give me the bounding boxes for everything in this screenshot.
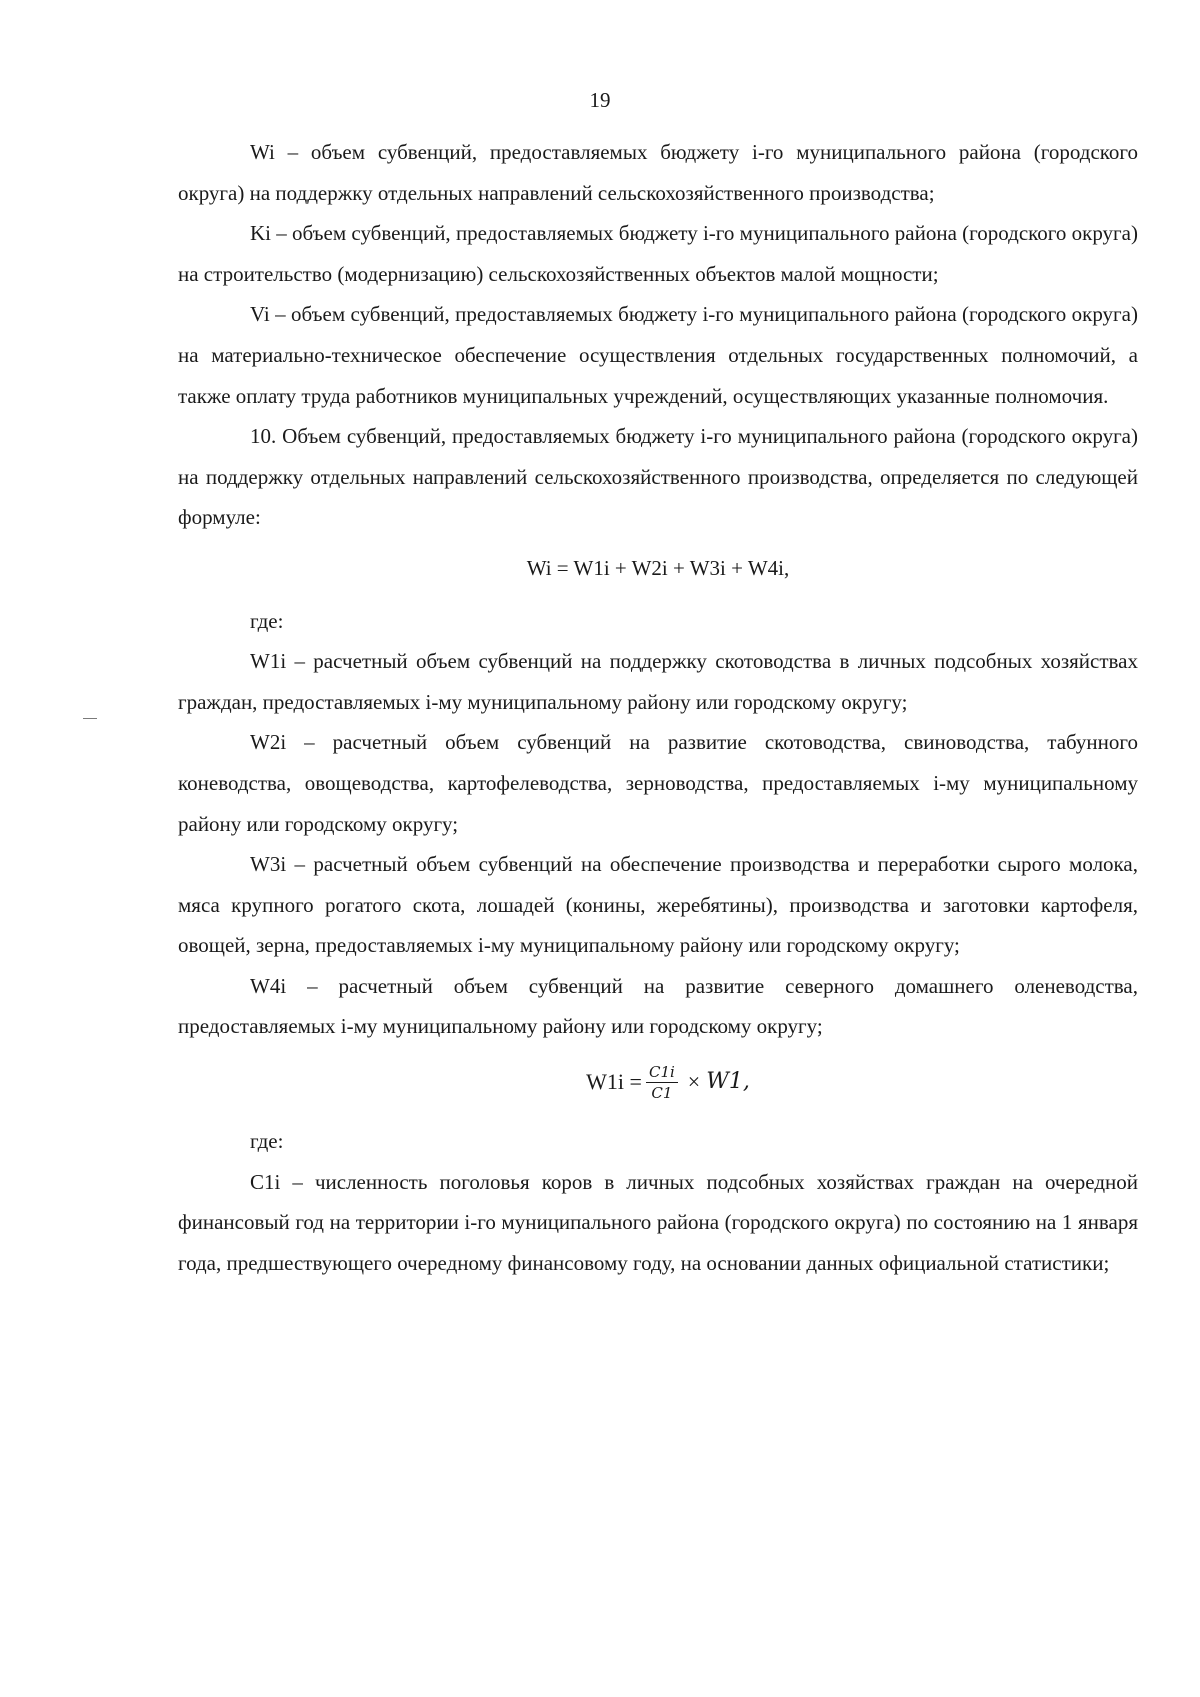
fraction xyxy=(646,1063,678,1102)
paragraph-w3i-definition: W3i – расчетный объем субвенций на обеспечение производства и переработки сырого молока, мяса крупного рогатого скота, лошадей (конины, жеребятины), производства и заготовки картофеля, овощей, зерна, предоставляемых i-му муниципальному району или городскому округу; xyxy=(178,852,1138,958)
paragraph-w2i-definition: W2i – расчетный объем субвенций на развитие скотоводства, свиноводства, табунного коневодства, овощеводства, картофелеводства, зерноводства, предоставляемых i-му муниципальному району или городскому округу; xyxy=(178,730,1138,836)
paragraph-c1i-definition: C1i – численность поголовья коров в личных подсобных хозяйствах граждан на очередной финансовый год на территории i-го муниципального района (городского округа) по состоянию на 1 января года, предшествующего очередному финансовому году, на основании данных официальной статистики; xyxy=(178,1169,1138,1275)
formula-rhs: W1, xyxy=(706,1068,750,1094)
paragraph-ki-definition: Ki – объем субвенций, предоставляемых бюджету i-го муниципального района (городского округа) на строительство (модернизацию) сельскохозяйственных объектов малой мощности; xyxy=(178,221,1138,286)
fraction-denominator: C1 xyxy=(651,1083,673,1102)
formula-lhs: W1i = xyxy=(586,1068,642,1094)
formula-w1i-fraction xyxy=(178,1049,1138,1115)
document-body xyxy=(178,132,1138,1283)
paragraph-w1i-definition: W1i – расчетный объем субвенций на поддержку скотоводства в личных подсобных хозяйствах граждан, предоставляемых i-му муниципальному району или городскому округу; xyxy=(178,649,1138,714)
scan-artifact-mark xyxy=(83,718,97,719)
paragraph-wi-definition: Wi – объем субвенций, предоставляемых бюджету i-го муниципального района (городского округа) на поддержку отдельных направлений сельскохозяйственного производства; xyxy=(178,140,1138,205)
paragraph-vi-definition: Vi – объем субвенций, предоставляемых бюджету i-го муниципального района (городского округа) на материально-техническое обеспечение осуществления отдельных государственных полномочий, а также оплату труда работников муниципальных учреждений, осуществляющих указанные полномочия. xyxy=(178,302,1138,408)
multiply-sign: × xyxy=(687,1068,701,1094)
paragraph-item-10: 10. Объем субвенций, предоставляемых бюджету i-го муниципального района (городского округа) на поддержку отдельных направлений сельскохозяйственного производства, определяется по следующей формуле: xyxy=(178,424,1138,530)
where-label-2: где: xyxy=(250,1129,284,1154)
page-number: 19 xyxy=(589,88,611,112)
where-label: где: xyxy=(250,608,284,633)
paragraph-w4i-definition: W4i – расчетный объем субвенций на развитие северного домашнего оленеводства, предоставляемых i-му муниципальному району или городскому округу; xyxy=(178,973,1138,1039)
formula-wi-sum: Wi = W1i + W2i + W3i + W4i, xyxy=(526,555,790,580)
fraction-numerator: C1i xyxy=(646,1063,678,1083)
